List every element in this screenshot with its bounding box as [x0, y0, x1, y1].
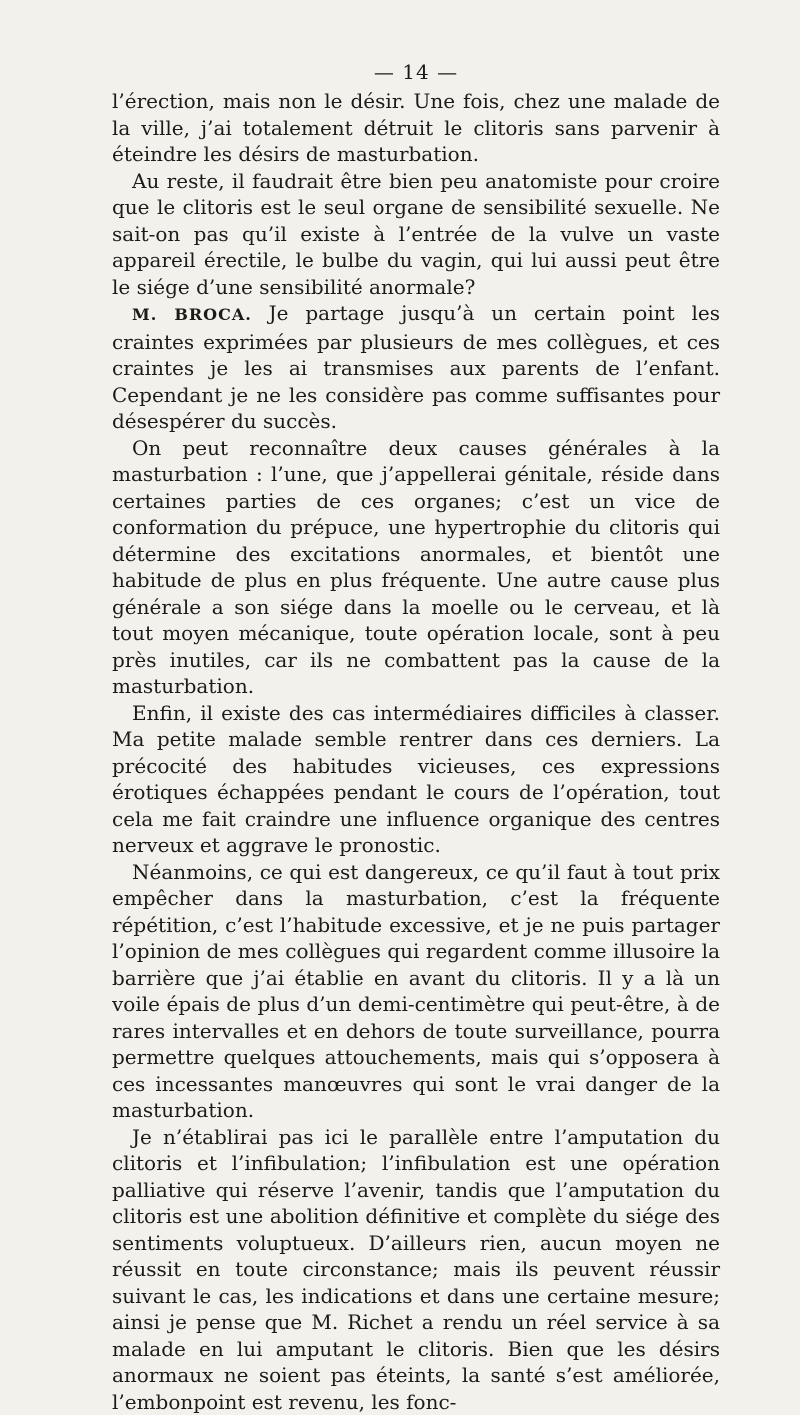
paragraph-5: Enfin, il existe des cas intermédiaires difficiles à classer. Ma petite malade semble rentrer dans ces derniers. La précocité des habitudes vicieuses, ces expressions érotiques échappées pendant le cours de l’opération, tout cela me fait craindre une influence organique des centres nerveux et aggrave le pronostic. [112, 700, 720, 859]
paragraph-6: Néanmoins, ce qui est dangereux, ce qu’il faut à tout prix empêcher dans la masturbation, c’est la fréquente répétition, c’est l’habitude excessive, et je ne puis partager l’opinion de mes collègues qui regardent comme illusoire la barrière que j’ai établie en avant du clitoris. Il y a là un voile épais de plus d’un demi-centimètre qui peut-être, à de rares intervalles et en dehors de toute surveillance, pourra permettre quelques attouchements, mais qui s’opposera à ces incessantes manœuvres qui sont le vrai danger de la masturbation. [112, 859, 720, 1124]
paragraph-3-text: Je partage jusqu’à un certain point les craintes exprimées par plusieurs de mes collègues, et ces craintes je les ai transmises aux parents de l’enfant. Cependant je ne les considère pas comme suffisantes pour désespérer du succès. [112, 301, 720, 433]
paragraph-7: Je n’établirai pas ici le parallèle entre l’amputation du clitoris et l’infibulation; l’infibulation est une opération palliative qui réserve l’avenir, tandis que l’amputation du clitoris est une abolition définitive et complète du siége des sentiments voluptueux. D’ailleurs rien, aucun moyen ne réussit en toute circonstance; mais ils peuvent réussir suivant le cas, les indications et dans une certaine mesure; ainsi je pense que M. Richet a rendu un réel service à sa malade en lui amputant le clitoris. Bien que les désirs anormaux ne soient pas éteints, la santé s’est améliorée, l’embonpoint est revenu, les fonc- [112, 1124, 720, 1415]
paragraph-2: Au reste, il faudrait être bien peu anatomiste pour croire que le clitoris est le seul organe de sensibilité sexuelle. Ne sait-on pas qu’il existe à l’entrée de la vulve un vaste appareil érectile, le bulbe du vagin, qui lui aussi peut être le siége d’une sensibilité anormale? [112, 168, 720, 301]
page-number: — 14 — [112, 60, 720, 84]
paragraph-3 [112, 300, 720, 435]
paragraph-1: l’érection, mais non le désir. Une fois, chez une malade de la ville, j’ai totalement détruit le clitoris sans parvenir à éteindre les désirs de masturbation. [112, 88, 720, 168]
paragraph-4: On peut reconnaître deux causes générales à la masturbation : l’une, que j’appellerai génitale, réside dans certaines parties de ces organes; c’est un vice de conformation du prépuce, une hypertrophie du clitoris qui détermine des excitations anormales, et bientôt une habitude de plus en plus fréquente. Une autre cause plus générale a son siége dans la moelle ou le cerveau, et là tout moyen mécanique, toute opération locale, sont à peu près inutiles, car ils ne combattent pas la cause de la masturbation. [112, 435, 720, 700]
speaker-name: M. BROCA. [132, 305, 252, 324]
